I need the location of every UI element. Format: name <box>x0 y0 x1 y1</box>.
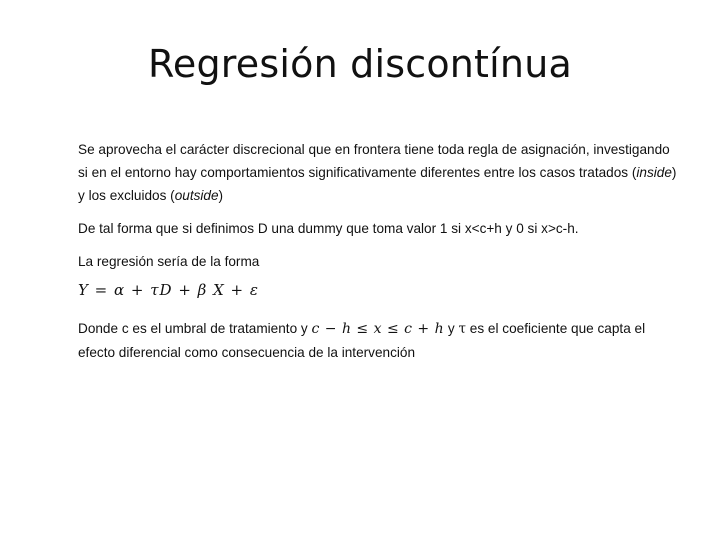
slide-title: Regresión discontínua <box>148 42 572 86</box>
para4-text-a: Donde c es el umbral de tratamiento y <box>78 321 312 336</box>
paragraph-dummy-definition: De tal forma que si definimos D una dummy que toma valor 1 si x<c+h y 0 si x>c-h. <box>78 221 579 236</box>
inside-term: inside <box>636 165 672 180</box>
paragraph-regression-form: La regresión sería de la forma <box>78 254 260 269</box>
regression-formula: Y = α + τD + β X + ε <box>78 281 259 299</box>
outside-term: outside <box>174 188 219 203</box>
threshold-inequality: c − h ≤ x ≤ c + h <box>311 321 445 337</box>
tau-symbol: τ <box>458 321 467 337</box>
para1-text-c: ) <box>218 188 224 203</box>
para1-text-b: ) y los excluidos ( <box>78 165 677 203</box>
slide-body <box>78 138 678 364</box>
paragraph-threshold <box>78 317 678 364</box>
para4-text-b: y <box>444 321 459 336</box>
paragraph-assignment-rule <box>78 138 678 207</box>
para4-text-c: es el coeficiente que capta el efecto diferencial como consecuencia de la intervención <box>78 321 646 360</box>
para1-text-a: Se aprovecha el carácter discrecional que en frontera tiene toda regla de asignación, investigando si en el entorno hay comportamientos significativamente diferentes entre los casos tratados ( <box>78 142 670 180</box>
